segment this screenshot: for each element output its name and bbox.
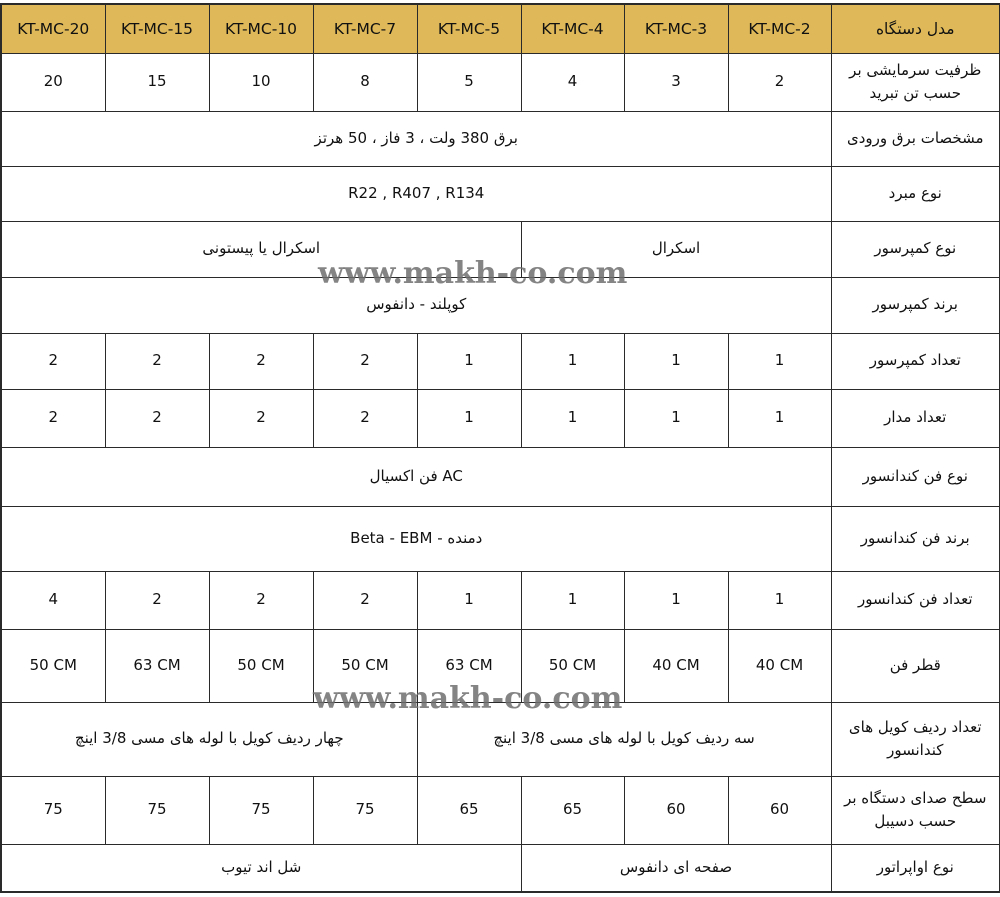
row-label: تعداد مدار xyxy=(831,389,1000,447)
spec-table xyxy=(0,3,1000,893)
cell-value: 75 xyxy=(209,776,313,844)
cell-value: 2 xyxy=(105,571,209,629)
cell-value: 2 xyxy=(105,389,209,447)
cell-value: اسکرال یا پیستونی xyxy=(1,221,521,277)
table-row-noise-level xyxy=(1,776,1000,844)
cell-value: AC فن اکسیال xyxy=(1,447,831,506)
cell-value: 4 xyxy=(1,571,105,629)
cell-value: 1 xyxy=(728,571,831,629)
table-row-condenser-fan-brand xyxy=(1,506,1000,571)
header-row xyxy=(1,4,1000,53)
row-label: برند فن کندانسور xyxy=(831,506,1000,571)
cell-value: 1 xyxy=(417,389,521,447)
cell-value: 1 xyxy=(521,333,624,389)
row-label: برند کمپرسور xyxy=(831,277,1000,333)
watermark-top: www.makh-co.com xyxy=(318,256,628,291)
cell-value: برق 380 ولت ، 3 فاز ، 50 هرتز xyxy=(1,111,831,166)
cell-value: 60 xyxy=(624,776,728,844)
row-label-model: مدل دستگاه xyxy=(831,4,1000,53)
cell-value: صفحه ای دانفوس xyxy=(521,844,831,892)
table-row-condenser-fan-count xyxy=(1,571,1000,629)
cell-value: 2 xyxy=(209,571,313,629)
cell-value: 50 CM xyxy=(1,629,105,702)
cell-value: 1 xyxy=(624,333,728,389)
cell-value: 40 CM xyxy=(728,629,831,702)
cell-value: 3 xyxy=(624,53,728,111)
cell-value: 1 xyxy=(728,333,831,389)
cell-value: 65 xyxy=(521,776,624,844)
row-label: نوع اواپراتور xyxy=(831,844,1000,892)
cell-value: 60 xyxy=(728,776,831,844)
cell-value: 1 xyxy=(728,389,831,447)
cell-value: 10 xyxy=(209,53,313,111)
cell-value: شل اند تیوب xyxy=(1,844,521,892)
cell-value: 2 xyxy=(1,333,105,389)
cell-value: چهار ردیف کویل با لوله های مسی 3/8 اینچ xyxy=(1,702,417,776)
table-row-refrigerant xyxy=(1,166,1000,221)
cell-value: 2 xyxy=(209,389,313,447)
cell-value: 75 xyxy=(313,776,417,844)
cell-value: 2 xyxy=(313,571,417,629)
cell-value: 5 xyxy=(417,53,521,111)
cell-value: کوپلند - دانفوس xyxy=(1,277,831,333)
cell-value: 2 xyxy=(728,53,831,111)
model-header: KT-MC-10 xyxy=(209,4,313,53)
model-header: KT-MC-20 xyxy=(1,4,105,53)
cell-value: 1 xyxy=(521,571,624,629)
row-label: تعداد کمپرسور xyxy=(831,333,1000,389)
row-label: نوع فن کندانسور xyxy=(831,447,1000,506)
cell-value: 20 xyxy=(1,53,105,111)
table-row-power xyxy=(1,111,1000,166)
table-row-fan-diameter xyxy=(1,629,1000,702)
cell-value: R22 , R407 , R134 xyxy=(1,166,831,221)
model-header: KT-MC-2 xyxy=(728,4,831,53)
cell-value: 2 xyxy=(105,333,209,389)
cell-value: 65 xyxy=(417,776,521,844)
cell-value: 1 xyxy=(417,333,521,389)
cell-value: 50 CM xyxy=(521,629,624,702)
cell-value: 2 xyxy=(209,333,313,389)
cell-value: اسکرال xyxy=(521,221,831,277)
cell-value: 1 xyxy=(417,571,521,629)
cell-value: 2 xyxy=(313,333,417,389)
cell-value: 50 CM xyxy=(209,629,313,702)
cell-value: 50 CM xyxy=(313,629,417,702)
cell-value: 2 xyxy=(1,389,105,447)
model-header: KT-MC-15 xyxy=(105,4,209,53)
cell-value: سه ردیف کویل با لوله های مسی 3/8 اینچ xyxy=(417,702,831,776)
cell-value: 2 xyxy=(313,389,417,447)
model-header: KT-MC-4 xyxy=(521,4,624,53)
table-row-compressor-type xyxy=(1,221,1000,277)
cell-value: 40 CM xyxy=(624,629,728,702)
watermark-bottom: www.makh-co.com xyxy=(313,681,623,716)
cell-value: 75 xyxy=(1,776,105,844)
cell-value: 63 CM xyxy=(105,629,209,702)
row-label: نوع کمپرسور xyxy=(831,221,1000,277)
cell-value: 1 xyxy=(624,389,728,447)
model-header: KT-MC-3 xyxy=(624,4,728,53)
cell-value: 4 xyxy=(521,53,624,111)
row-label: نوع مبرد xyxy=(831,166,1000,221)
cell-value: 8 xyxy=(313,53,417,111)
model-header: KT-MC-7 xyxy=(313,4,417,53)
table-row-capacity xyxy=(1,53,1000,111)
cell-value: 1 xyxy=(521,389,624,447)
row-label: مشخصات برق ورودی xyxy=(831,111,1000,166)
cell-value: 1 xyxy=(624,571,728,629)
row-label: ظرفیت سرمایشی بر حسب تن تبرید xyxy=(831,53,1000,111)
table-row-evaporator-type xyxy=(1,844,1000,892)
table-row-condenser-fan-type xyxy=(1,447,1000,506)
row-label: تعداد ردیف کویل های کندانسور xyxy=(831,702,1000,776)
cell-value: دمنده - Beta - EBM xyxy=(1,506,831,571)
table-row-coil-rows xyxy=(1,702,1000,776)
row-label: تعداد فن کندانسور xyxy=(831,571,1000,629)
table-row-compressor-brand xyxy=(1,277,1000,333)
model-header: KT-MC-5 xyxy=(417,4,521,53)
cell-value: 63 CM xyxy=(417,629,521,702)
row-label: سطح صدای دستگاه بر حسب دسیبل xyxy=(831,776,1000,844)
cell-value: 75 xyxy=(105,776,209,844)
table-row-compressor-count xyxy=(1,333,1000,389)
cell-value: 15 xyxy=(105,53,209,111)
table-row-circuit-count xyxy=(1,389,1000,447)
row-label: قطر فن xyxy=(831,629,1000,702)
